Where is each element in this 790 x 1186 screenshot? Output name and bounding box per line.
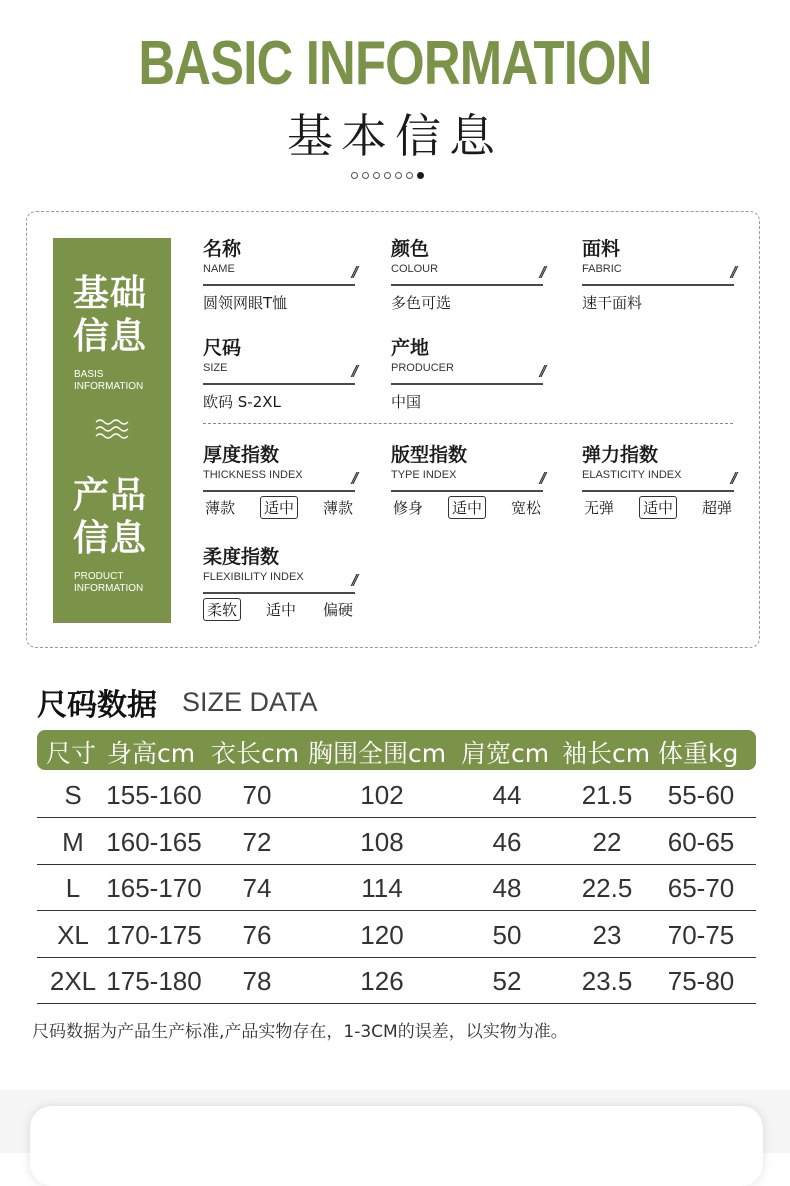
field-colour-label: 颜色: [391, 238, 430, 260]
field-name-label: 名称: [203, 238, 242, 260]
field-underline: [391, 490, 543, 492]
slash-mark: //: [539, 263, 543, 282]
pagination-dots: [351, 172, 424, 179]
field-fabric-value: 速干面料: [582, 294, 643, 312]
slash-mark: //: [351, 263, 355, 282]
table-cell: M: [62, 826, 84, 857]
table-row: [37, 864, 756, 911]
side-block2-line1: 产品: [73, 475, 148, 516]
side-block1-sub1: BASIS: [74, 369, 104, 380]
field-producer-sub: PRODUCER: [391, 362, 454, 374]
option: 修身: [393, 499, 424, 517]
table-row: [37, 771, 756, 818]
table-cell: 55-60: [667, 780, 735, 810]
table-cell: 126: [360, 966, 404, 996]
table-cell: 160-165: [106, 826, 202, 857]
option: 适中: [260, 496, 298, 519]
option: 宽松: [510, 499, 541, 517]
size-table-subtitle: SIZE DATA: [182, 687, 318, 717]
pagination-dot: [373, 172, 380, 179]
field-producer-value: 中国: [391, 393, 422, 411]
table-cell: 75-80: [667, 966, 735, 996]
option: 偏硬: [322, 601, 353, 619]
table-cell: 108: [360, 826, 404, 857]
table-cell: 22: [592, 826, 622, 857]
index-elasticity-sub: ELASTICITY INDEX: [582, 469, 682, 481]
pagination-dot: [417, 172, 424, 179]
pagination-dot: [351, 172, 358, 179]
page-title-en: BASIC INFORMATION: [138, 29, 652, 98]
field-size: [203, 337, 355, 412]
table-cell: 48: [492, 873, 522, 903]
table-cell: 44: [492, 780, 522, 810]
table-cell: S: [64, 780, 82, 810]
header-cell: 袖长cm: [562, 739, 651, 768]
table-cell: 52: [492, 966, 522, 996]
table-cell: 23: [592, 919, 622, 950]
table-cell: 70: [242, 780, 272, 810]
index-type-label: 版型指数: [391, 444, 468, 466]
size-table-header: [37, 730, 756, 770]
field-size-sub: SIZE: [203, 362, 228, 374]
index-thickness-options: [203, 496, 355, 519]
table-cell: 114: [361, 873, 403, 903]
field-name: [203, 238, 355, 313]
field-colour: [391, 238, 543, 313]
field-producer: [391, 337, 543, 412]
index-flexibility: [203, 546, 355, 621]
table-cell: 23.5: [581, 966, 633, 996]
slash-mark: //: [351, 362, 355, 381]
index-type-sub: TYPE INDEX: [391, 469, 457, 481]
section-divider: [203, 423, 733, 424]
header-cell: 尺寸: [46, 739, 97, 768]
table-cell: 120: [360, 919, 404, 950]
table-cell: 175-180: [106, 966, 202, 996]
side-block2-sub1: PRODUCT: [74, 571, 124, 582]
index-elasticity-label: 弹力指数: [582, 444, 659, 466]
option: 适中: [448, 496, 486, 519]
pagination-dot: [395, 172, 402, 179]
field-fabric: [582, 238, 734, 313]
header-cell: 身高cm: [107, 739, 196, 768]
field-underline: [203, 383, 355, 385]
side-block1-line1: 基础: [73, 273, 148, 314]
index-flexibility-label: 柔度指数: [203, 546, 280, 568]
option: 薄款: [205, 499, 236, 517]
index-type: [391, 444, 543, 519]
field-underline: [391, 284, 543, 286]
slash-mark: //: [351, 571, 355, 590]
table-cell: L: [65, 873, 81, 903]
slash-mark: //: [351, 469, 355, 488]
field-colour-sub: COLOUR: [391, 263, 439, 275]
field-underline: [391, 383, 543, 385]
pagination-dot: [406, 172, 413, 179]
table-cell: 22.5: [581, 873, 633, 903]
option: 无弹: [584, 499, 615, 517]
table-row: [37, 911, 756, 958]
wave-icon: [95, 418, 129, 440]
table-cell: 155-160: [106, 780, 202, 810]
field-underline: [203, 490, 355, 492]
field-underline: [582, 284, 734, 286]
table-row: [37, 818, 756, 865]
option: 适中: [265, 601, 296, 619]
table-cell: 165-170: [106, 873, 202, 903]
table-cell: 72: [242, 826, 272, 857]
index-elasticity-options: [582, 496, 734, 519]
next-section-card: [30, 1106, 763, 1186]
page-title-cn: 基本信息: [287, 109, 503, 163]
header-cell: 肩宽cm: [461, 739, 550, 768]
side-block2-sub2: INFORMATION: [74, 583, 144, 594]
field-size-value: 欧码 S-2XL: [203, 393, 281, 411]
field-name-sub: NAME: [203, 263, 235, 275]
field-underline: [203, 284, 355, 286]
table-cell: 21.5: [581, 780, 633, 810]
option: 柔软: [203, 598, 241, 621]
side-block1-line2: 信息: [73, 316, 148, 357]
pagination-dot: [362, 172, 369, 179]
index-thickness-label: 厚度指数: [203, 444, 280, 466]
field-size-label: 尺码: [203, 337, 242, 359]
field-colour-value: 多色可选: [391, 294, 452, 312]
table-cell: XL: [57, 919, 89, 950]
slash-mark: //: [539, 469, 543, 488]
option: 超弹: [701, 499, 732, 517]
index-type-options: [391, 496, 543, 519]
index-thickness-sub: THICKNESS INDEX: [203, 469, 303, 481]
size-table-title: 尺码数据: [37, 688, 157, 723]
side-block2-line2: 信息: [73, 518, 148, 559]
table-cell: 2XL: [49, 966, 97, 996]
table-cell: 102: [360, 780, 404, 810]
table-cell: 170-175: [106, 919, 202, 950]
option: 薄款: [322, 499, 353, 517]
table-cell: 50: [492, 919, 522, 950]
side-panel: [53, 238, 171, 623]
index-flexibility-options: [203, 598, 355, 621]
field-fabric-label: 面料: [582, 238, 621, 260]
pagination-dot: [384, 172, 391, 179]
table-row: [37, 957, 756, 1004]
field-producer-label: 产地: [391, 337, 430, 359]
slash-mark: //: [730, 263, 734, 282]
index-flexibility-sub: FLEXIBILITY INDEX: [203, 571, 304, 583]
table-cell: 76: [242, 919, 272, 950]
slash-mark: //: [539, 362, 543, 381]
header-cell: 衣长cm: [211, 739, 300, 768]
table-cell: 46: [492, 826, 522, 857]
option: 适中: [639, 496, 677, 519]
field-fabric-sub: FABRIC: [582, 263, 622, 275]
table-cell: 74: [242, 873, 272, 903]
table-cell: 70-75: [667, 919, 735, 950]
index-thickness: [203, 444, 355, 519]
size-note: 尺码数据为产品生产标准,产品实物存在，1-3CM的误差，以实物为准。: [32, 1022, 568, 1042]
index-elasticity: [582, 444, 734, 519]
slash-mark: //: [730, 469, 734, 488]
header-cell: 胸围全围cm: [308, 739, 447, 768]
table-cell: 78: [242, 966, 272, 996]
field-name-value: 圆领网眼T恤: [203, 294, 288, 312]
table-cell: 65-70: [667, 873, 735, 903]
header-cell: 体重kg: [658, 739, 739, 768]
table-cell: 60-65: [667, 826, 735, 857]
field-underline: [582, 490, 734, 492]
field-underline: [203, 592, 355, 594]
side-block1-sub2: INFORMATION: [74, 381, 144, 392]
